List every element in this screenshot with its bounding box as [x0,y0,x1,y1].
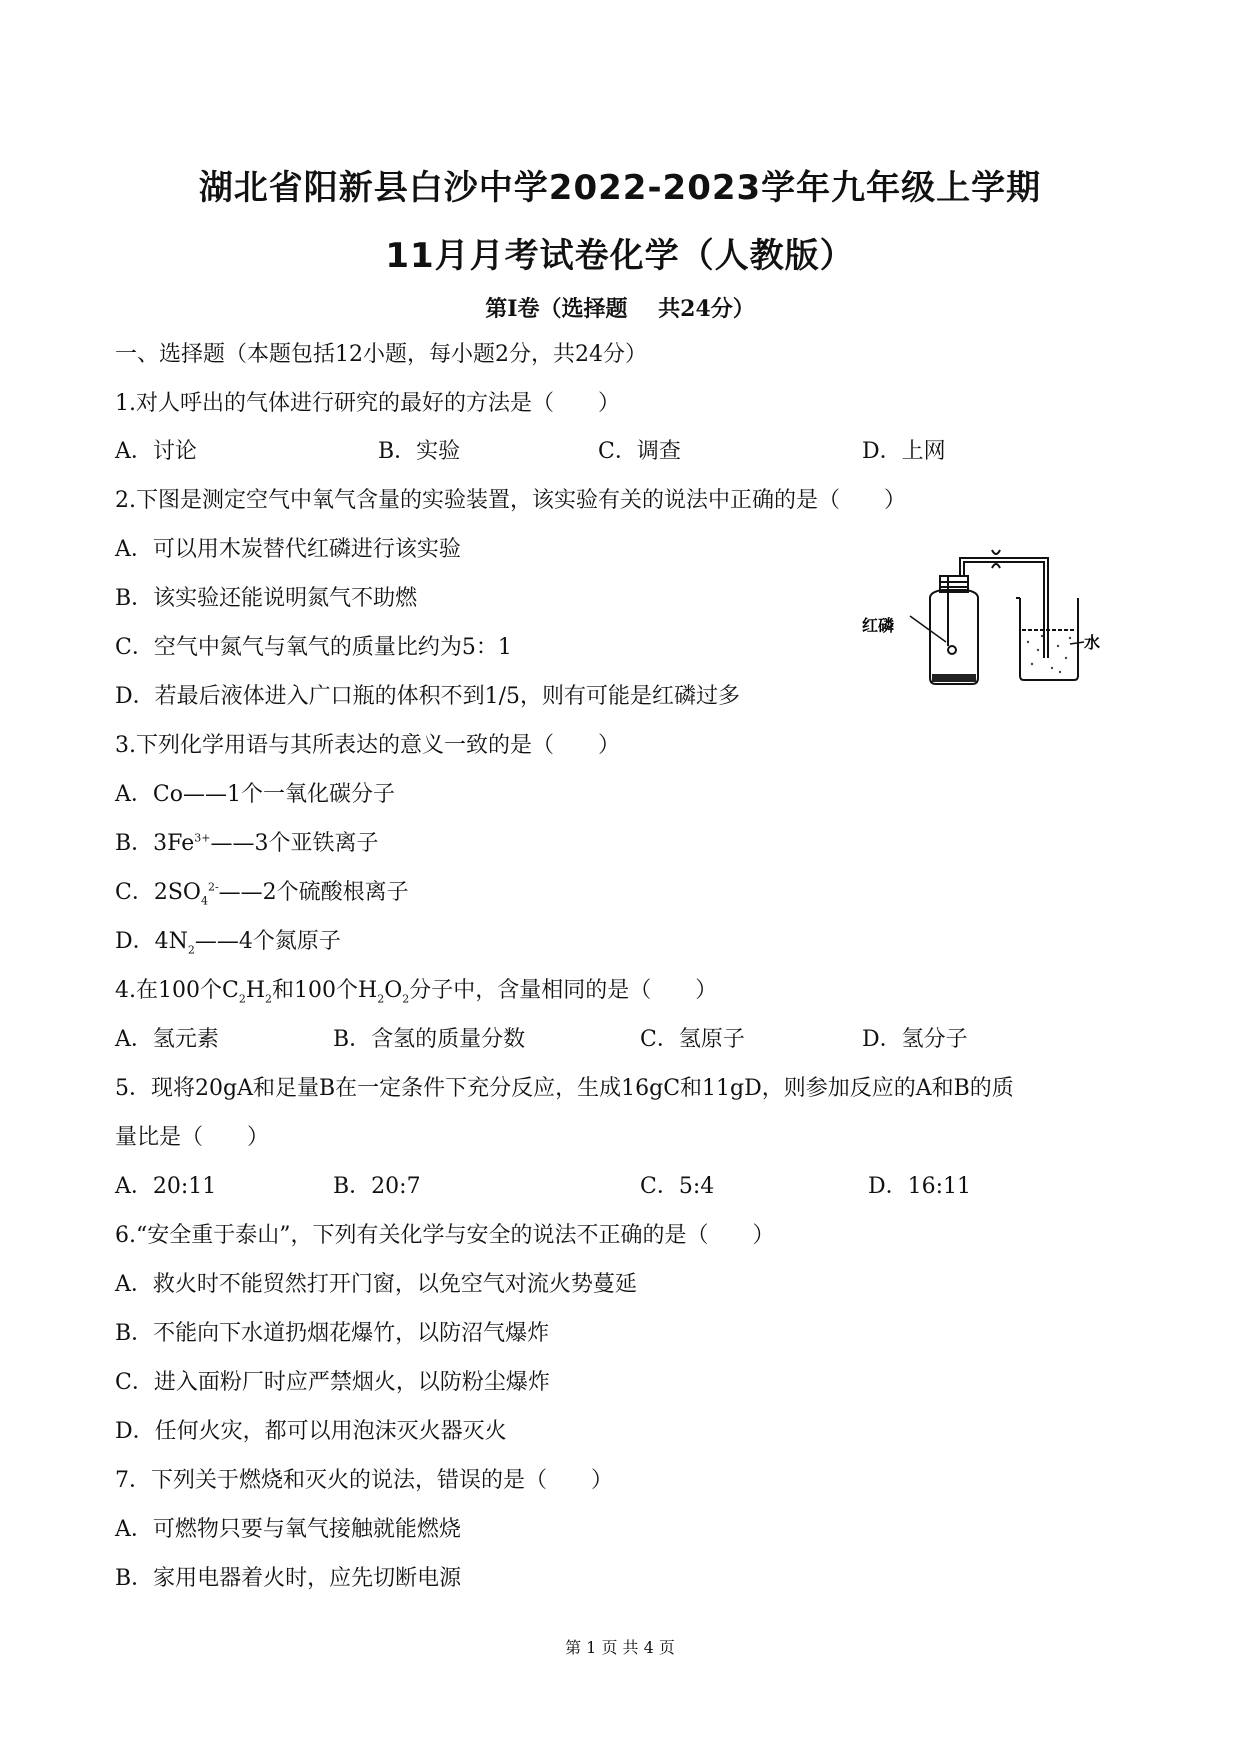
q3-option-c: C．$2SO_4^{2-}——2$个硫酸根离子 [115,880,409,908]
q5-option-b: B．20:7 [333,1174,421,1199]
q7-option-a: A．可燃物只要与氧气接触就能燃烧 [115,1517,461,1542]
q5-stem-line2: 量比是（ ） [115,1125,270,1150]
q2-stem: 2.下图是测定空气中氧气含量的实验装置，该实验有关的说法中正确的是（ ） [115,488,906,513]
q7-option-b: B．家用电器着火时，应先切断电源 [115,1566,462,1591]
q4-option-c: C．氢原子 [640,1027,745,1052]
q7-stem: 7．下列关于燃烧和灭火的说法，错误的是（ ） [115,1468,613,1493]
q1-option-a: A．讨论 [115,439,197,464]
q1-stem: 1.对人呼出的气体进行研究的最好的方法是（ ） [115,391,620,416]
exam-title-line2: 11月月考试卷化学（人教版） [385,236,855,276]
part-intro: 一、选择题（本题包括12小题，每小题2分，共24分） [115,342,647,367]
q3-option-b: B．$3Fe^{3+}——3$个亚铁离子 [115,831,379,856]
exam-title-line1: 湖北省阳新县白沙中学2022-2023学年九年级上学期 [198,168,1042,208]
q6-option-b: B．不能向下水道扔烟花爆竹，以防沼气爆炸 [115,1321,550,1346]
q5-option-c: C．5:4 [640,1174,715,1199]
q5-option-a: A．20:11 [115,1174,217,1199]
q2-option-c: C．空气中氮气与氧气的质量比约为5：1 [115,635,512,660]
q6-option-c: C．进入面粉厂时应严禁烟火，以防粉尘爆炸 [115,1370,550,1395]
q2-option-b: B．该实验还能说明氮气不助燃 [115,586,418,611]
page-footer: 第 1 页 共 4 页 [565,1638,675,1657]
section-header: 第Ⅰ卷（选择题 共24分） [485,296,755,322]
q2-option-a: A．可以用木炭替代红磷进行该实验 [115,537,461,562]
q3-option-a: A．Co——1个一氧化碳分子 [115,782,395,807]
q6-option-d: D．任何火灾，都可以用泡沫灭火器灭火 [115,1419,507,1444]
q4-stem: 4.在100个$C_2H_2$和100个$H_2O_2$分子中，含量相同的是（ ） [115,978,718,1006]
q6-stem: 6.“安全重于泰山”，下列有关化学与安全的说法不正确的是（ ） [115,1223,775,1248]
q5-option-d: D．16:11 [868,1174,972,1199]
q3-stem: 3.下列化学用语与其所表达的意义一致的是（ ） [115,733,620,758]
q2-option-d: D．若最后液体进入广口瓶的体积不到1/5，则有可能是红磷过多 [115,684,741,709]
q3-option-d: D．$4N_2——4$个氮原子 [115,929,341,957]
q6-option-a: A．救火时不能贸然打开门窗，以免空气对流火势蔓延 [115,1272,637,1297]
q4-option-d: D．氢分子 [862,1027,968,1052]
figure-label-red-phosphorus: 红磷 [862,616,895,635]
figure-label-water: 水 [1084,633,1101,652]
q4-option-a: A．氢元素 [115,1027,219,1052]
oxygen-apparatus-figure [862,538,1102,688]
q4-option-b: B．含氢的质量分数 [333,1027,526,1052]
q1-option-d: D．上网 [862,439,946,464]
q1-option-b: B．实验 [378,439,461,464]
q5-stem-line1: 5．现将20gA和足量B在一定条件下充分反应，生成16gC和11gD，则参加反应的A和B的质 [115,1076,1014,1101]
q1-option-c: C．调查 [598,439,681,464]
